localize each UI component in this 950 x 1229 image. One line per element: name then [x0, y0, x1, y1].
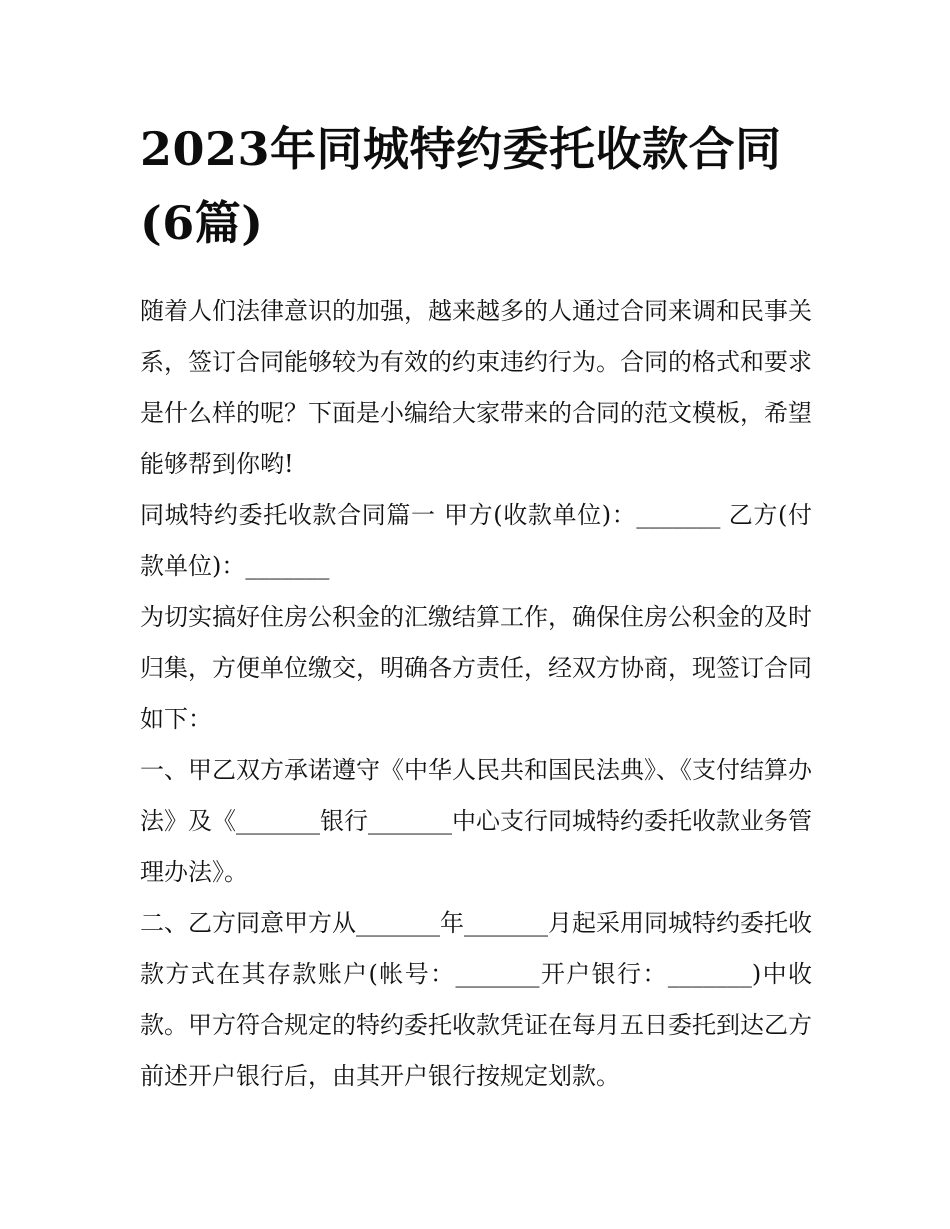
purpose-paragraph: 为切实搞好住房公积金的汇缴结算工作，确保住房公积金的及时归集，方便单位缴交，明确各方责任，经双方协商，现签订合同如下： [140, 603, 812, 733]
clause-one-paragraph: 一、甲乙双方承诺遵守《中华人民共和国民法典》、《支付结算办法》及《_______银行_______中心支行同城特约委托收款业务管理办法》。 [140, 756, 812, 886]
document-title: 2023年同城特约委托收款合同(6篇) [140, 122, 782, 250]
contract-parties-paragraph: 同城特约委托收款合同篇一 甲方(收款单位)：_______ 乙方(付款单位)：_______ [140, 501, 812, 580]
clause-two-paragraph: 二、乙方同意甲方从_______年_______月起采用同城特约委托收款方式在其存款账户(帐号：_______开户银行：_______)中收款。甲方符合规定的特约委托收款凭证在每月五日委托到达乙方前述开户银行后，由其开户银行按规定划款。 [140, 909, 812, 1090]
intro-paragraph: 随着人们法律意识的加强，越来越多的人通过合同来调和民事关系，签订合同能够较为有效的约束违约行为。合同的格式和要求是什么样的呢？下面是小编给大家带来的合同的范文模板，希望能够帮到你哟! [140, 297, 812, 478]
document-page [140, 112, 812, 1102]
document-body [140, 286, 812, 1102]
